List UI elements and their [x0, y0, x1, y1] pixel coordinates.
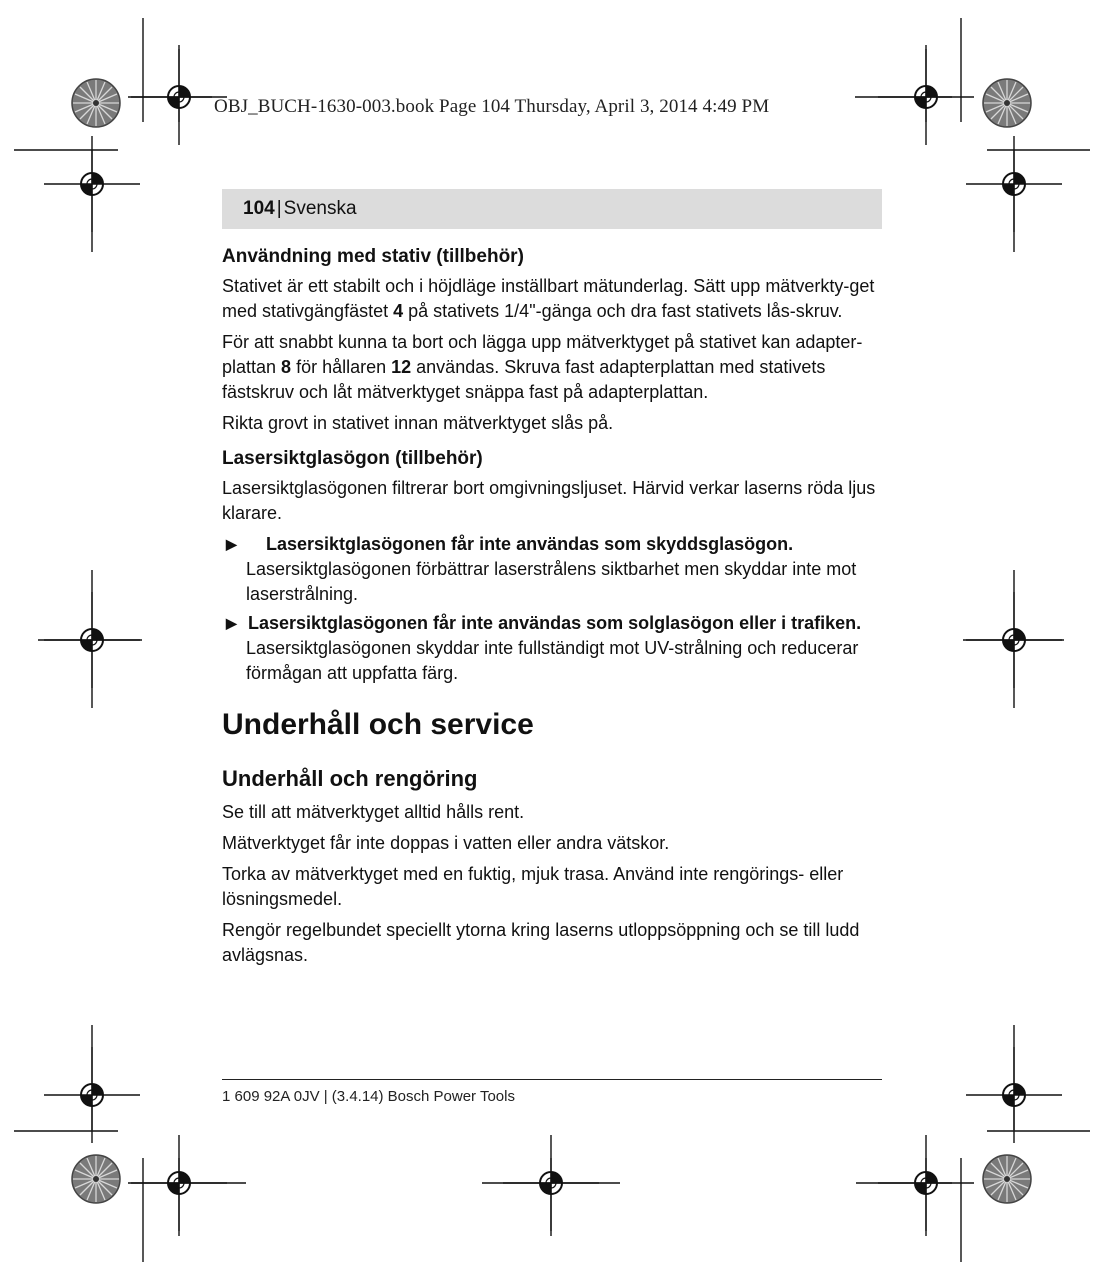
footer-rule: [222, 1079, 882, 1080]
header-separator: |: [276, 198, 282, 219]
tripod-paragraph-1: Stativet är ett stabilt och i höjdläge inställbart mätunderlag. Sätt upp mätverkty-get med stativgängfästet 4 på stativets 1/4"-gänga och dra fast stativets lås-skruv.: [222, 276, 875, 321]
tripod-paragraph-3: Rikta grovt in stativet innan mätverktyget slås på.: [222, 413, 614, 433]
maintenance-paragraph-2: Mätverktyget får inte doppas i vatten eller andra vätskor.: [222, 833, 670, 853]
warning-bullet-2: [222, 611, 884, 686]
footer-text: 1 609 92A 0JV | (3.4.14) Bosch Power Tools: [222, 1088, 515, 1105]
maintenance-paragraph-4: Rengör regelbundet speciellt ytorna kring laserns utloppsöppning och se till ludd avlägsnas.: [222, 920, 860, 965]
glasses-paragraph-1: Lasersiktglasögonen filtrerar bort omgivningsljuset. Härvid verkar laserns röda ljus klarare.: [222, 478, 876, 523]
warning-bullet-1-lead: Lasersiktglasögonen får inte användas som skyddsglasögon.: [266, 534, 794, 554]
language-label: Svenska: [283, 198, 357, 219]
tripod-paragraph-2: För att snabbt kunna ta bort och lägga upp mätverktyget på stativet kan adapter-plattan 8 för hållaren 12 användas. Skruva fast adapterplattan med stativets fästskruv och låt mätverktyget snäppa fast på adapterplattan.: [222, 332, 863, 402]
print-job-header: OBJ_BUCH-1630-003.book Page 104 Thursday, April 3, 2014 4:49 PM: [214, 96, 770, 117]
page-header-text: [243, 198, 357, 220]
page-number: 104: [243, 198, 275, 219]
maintenance-paragraph-1: Se till att mätverktyget alltid hålls rent.: [222, 802, 525, 822]
glasses-heading: Lasersiktglasögon (tillbehör): [222, 448, 483, 469]
page-header: [222, 189, 882, 229]
tripod-heading: Användning med stativ (tillbehör): [222, 246, 524, 267]
warning-bullet-2-lead: Lasersiktglasögonen får inte användas som solglasögon eller i trafiken.: [248, 613, 862, 633]
warning-bullet-2-body: Lasersiktglasögonen skyddar inte fullständigt mot UV-strålning och reducerar förmågan att uppfatta färg.: [246, 638, 859, 683]
maintenance-paragraph-3: Torka av mätverktyget med en fuktig, mjuk trasa. Använd inte rengörings- eller lösningsmedel.: [222, 864, 844, 909]
warning-bullet-1-body: Lasersiktglasögonen förbättrar laserstrålens siktbarhet men skyddar inte mot laserstrålning.: [246, 559, 857, 604]
maintenance-title: Underhåll och service: [222, 708, 534, 741]
maintenance-subheading: Underhåll och rengöring: [222, 766, 478, 791]
bullet-triangle-icon: ▶: [226, 536, 237, 552]
page-content: [222, 244, 884, 974]
bullet-triangle-icon: ▶: [226, 615, 237, 631]
warning-bullet-1: [222, 532, 884, 607]
